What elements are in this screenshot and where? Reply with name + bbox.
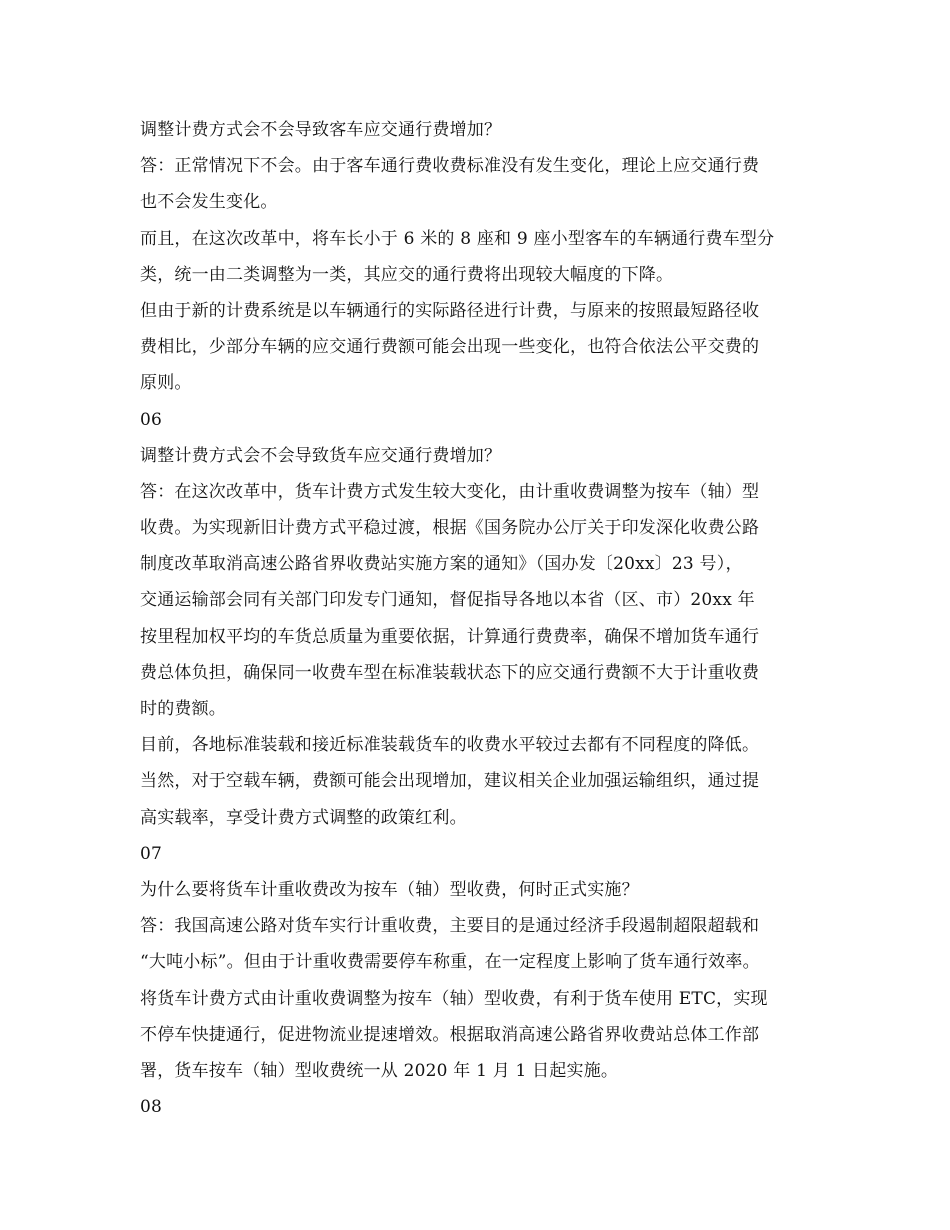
- question-heading: 调整计费方式会不会导致货车应交通行费增加？: [140, 445, 502, 466]
- question-heading: 调整计费方式会不会导致客车应交通行费增加？: [140, 120, 502, 140]
- paragraph-text: 高实载率，享受计费方式调整的政策红利。: [140, 807, 467, 828]
- section-number: 08: [140, 1097, 163, 1118]
- document-body: [140, 112, 830, 1125]
- paragraph-text: 当然，对于空载车辆，费额可能会出现增加，建议相关企业加强运输组织，通过提: [140, 771, 760, 792]
- paragraph-text: 而且，在这次改革中，将车长小于 6 米的 8 座和 9 座小型客车的车辆通行费车型分: [140, 228, 775, 249]
- section-number: 07: [140, 843, 163, 864]
- answer-text: 交通运输部会同有关部门印发专门通知，督促指导各地以本省（区、市）20xx 年: [140, 590, 755, 611]
- paragraph-text: 原则。: [140, 373, 192, 394]
- paragraph-text: 目前，各地标准装载和接近标准装载货车的收费水平较过去都有不同程度的降低。: [140, 735, 760, 756]
- answer-text: 将货车计费方式由计重收费调整为按车（轴）型收费，有利于货车使用 ETC，实现: [140, 988, 768, 1009]
- answer-text: 答：正常情况下不会。由于客车通行费收费标准没有发生变化，理论上应交通行费: [140, 156, 760, 177]
- section-number: 06: [140, 409, 163, 430]
- paragraph-text: 费相比，少部分车辆的应交通行费额可能会出现一些变化，也符合依法公平交费的: [140, 337, 760, 358]
- question-heading: 为什么要将货车计重收费改为按车（轴）型收费，何时正式实施？: [140, 879, 639, 900]
- answer-text: 答：我国高速公路对货车实行计重收费，主要目的是通过经济手段遏制超限超载和: [140, 916, 760, 937]
- answer-text: 也不会发生变化。: [140, 192, 278, 213]
- answer-text: “大吨小标”。但由于计重收费需要停车称重，在一定程度上影响了货车通行效率。: [140, 952, 760, 973]
- answer-text: 费总体负担，确保同一收费车型在标准装载状态下的应交通行费额不大于计重收费: [140, 662, 760, 683]
- answer-text: 不停车快捷通行，促进物流业提速增效。根据取消高速公路省界收费站总体工作部: [140, 1024, 760, 1045]
- paragraph-text: 但由于新的计费系统是以车辆通行的实际路径进行计费，与原来的按照最短路径收: [140, 300, 760, 321]
- answer-text: 时的费额。: [140, 699, 226, 719]
- answer-text: 收费。为实现新旧计费方式平稳过渡，根据《国务院办公厅关于印发深化收费公路: [140, 518, 760, 539]
- answer-text: 制度改革取消高速公路省界收费站实施方案的通知》（国办发〔20xx〕23 号），: [140, 554, 743, 575]
- answer-text: 按里程加权平均的车货总质量为重要依据，计算通行费费率，确保不增加货车通行: [140, 626, 760, 647]
- answer-text: 署，货车按车（轴）型收费统一从 2020 年 1 月 1 日起实施。: [140, 1060, 619, 1081]
- paragraph-text: 类，统一由二类调整为一类，其应交的通行费将出现较大幅度的下降。: [140, 264, 674, 285]
- answer-text: 答：在这次改革中，货车计费方式发生较大变化，由计重收费调整为按车（轴）型: [140, 481, 760, 502]
